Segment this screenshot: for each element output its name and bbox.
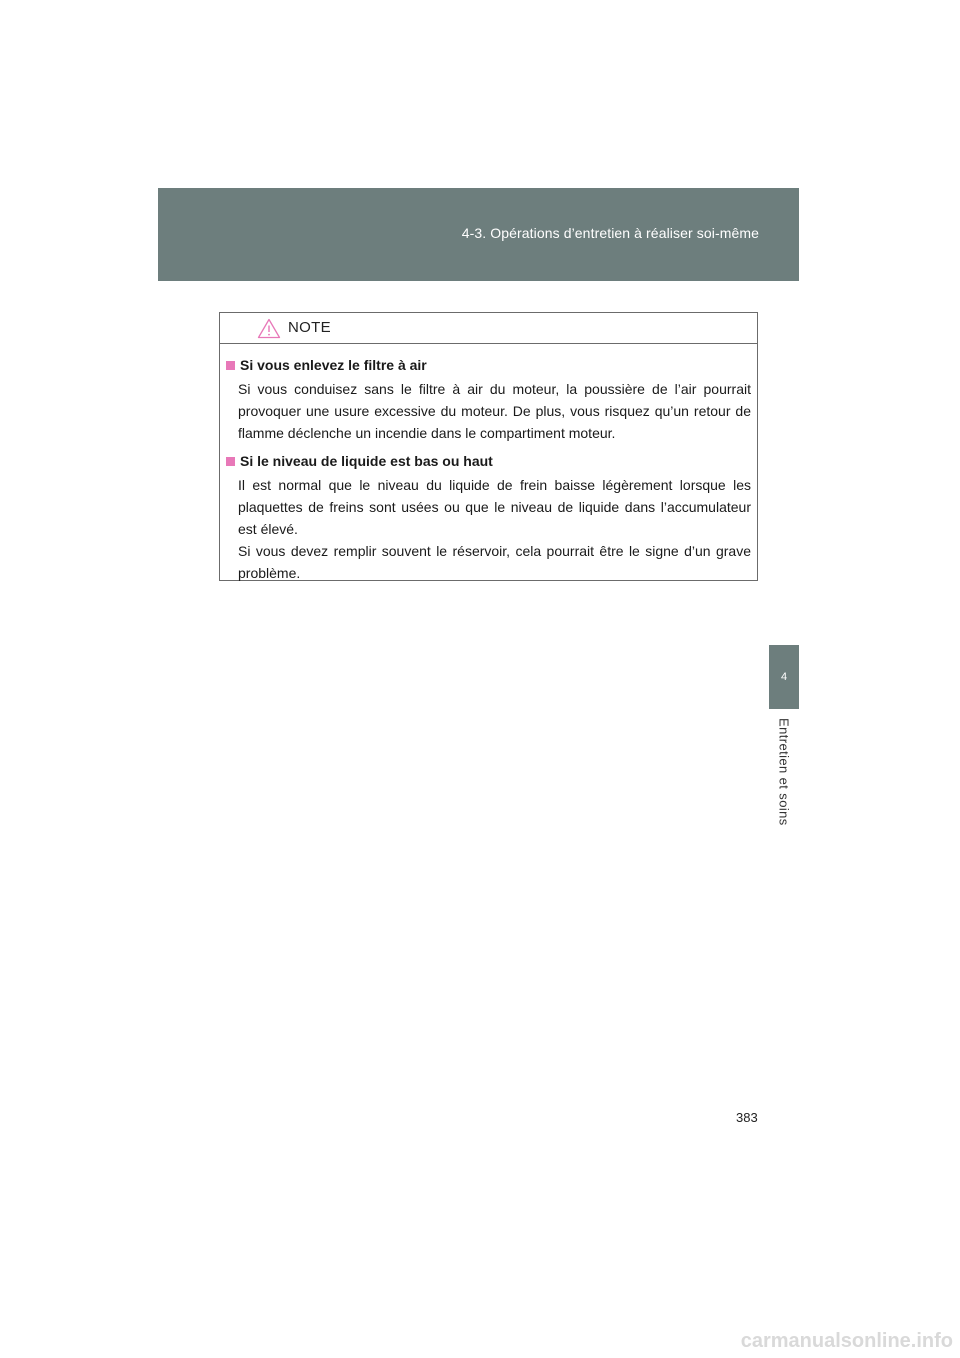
section-heading [226, 354, 751, 376]
section-heading-text: Si vous enlevez le filtre à air [240, 357, 427, 373]
chapter-label [771, 718, 797, 838]
note-section-fluid-level [226, 450, 751, 584]
square-bullet-icon [226, 361, 235, 370]
chapter-tab [769, 645, 799, 709]
chapter-label-text: Entretien et soins [776, 718, 792, 826]
note-section-air-filter [226, 354, 751, 444]
note-body [220, 344, 757, 584]
chapter-number: 4 [780, 671, 788, 683]
note-header [220, 313, 757, 344]
section-paragraph: Si vous conduisez sans le filtre à air du moteur, la poussière de l’air pourrait provoquer une usure excessive du moteur. De plus, vous risquez qu’un retour de flamme déclenche un incendie dans le compartiment moteur. [238, 381, 751, 441]
square-bullet-icon [226, 457, 235, 466]
note-title: NOTE [288, 319, 331, 336]
chapter-header-band [158, 188, 799, 281]
page-number: 383 [736, 1110, 758, 1125]
section-paragraph: Si vous devez remplir souvent le réservoir, cela pourrait être le signe d’un grave problème. [238, 543, 751, 581]
section-heading [226, 450, 751, 472]
watermark-text: carmanualsonline.info [740, 1330, 953, 1352]
section-title: 4-3. Opérations d’entretien à réaliser soi-même [461, 225, 759, 241]
warning-triangle-icon [257, 318, 281, 339]
section-heading-text: Si le niveau de liquide est bas ou haut [240, 453, 493, 469]
section-paragraph: Il est normal que le niveau du liquide de frein baisse légèrement lorsque les plaquettes de freins sont usées ou que le niveau de liquide dans l’accumulateur est élevé. [238, 477, 751, 537]
note-box [219, 312, 758, 581]
watermark-logo [0, 1325, 960, 1358]
